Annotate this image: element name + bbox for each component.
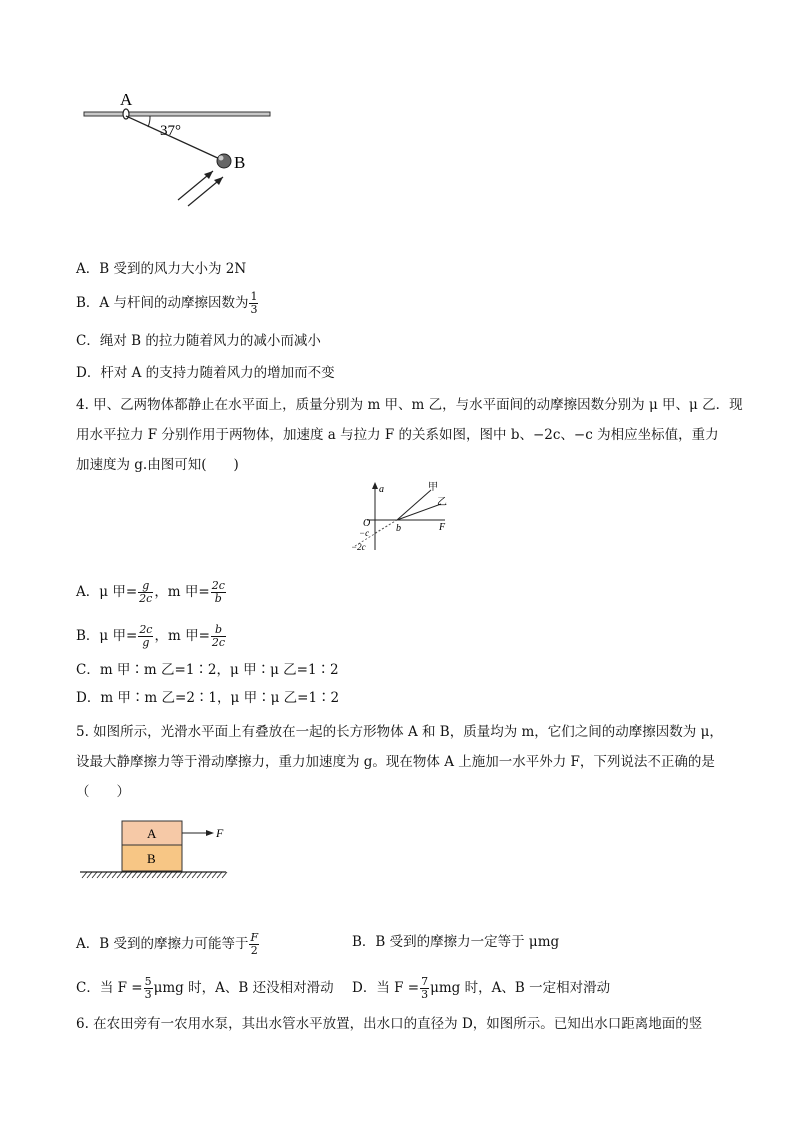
fig1-label-b: B [234,153,246,172]
q4-stem-line3: 加速度为 g.由图可知( ) [76,457,239,473]
graph-y-label: a [379,484,384,495]
block-b-label: B [147,851,156,866]
force-label: F [216,826,224,840]
block-a-label: A [147,826,157,841]
graph-origin: O [363,518,371,529]
q3-option-d: D．杆对 A 的支持力随着风力的增加而不变 [76,365,335,381]
graph-jia: 甲 [428,482,438,493]
q4-stem-line1: 4. 甲、乙两物体都静止在水平面上，质量分别为 m 甲、m 乙，与水平面间的动摩擦因数分别为 μ 甲、μ 乙．现 [76,397,743,413]
graph-x-label: F [439,522,446,533]
q3-option-a: A．B 受到的风力大小为 2N [76,261,247,277]
q5-stem-line2: 设最大静摩擦力等于滑动摩擦力，重力加速度为 g。现在物体 A 上施加一水平外力 F，下列说法不正确的是 [76,754,715,770]
fraction: $\frac{7}{3}$ [421,975,429,1001]
q6-stem-line1: 6. 在农田旁有一农用水泵，其出水管水平放置，出水口的直径为 D，如图所示。已知出水口距离地面的竖 [76,1016,703,1032]
graph-neg-c: −c [359,528,370,538]
q5-option-d: D．当 F = $\frac{7}{3}$ μmg 时，A、B 一定相对滑动 [352,975,611,1001]
fraction: $\frac{2c}{g}$ [139,623,153,649]
graph-neg-2c: −2c [351,542,366,552]
q3-option-c: C．绳对 B 的拉力随着风力的减小而减小 [76,333,321,349]
q5-stem-line1: 5. 如图所示，光滑水平面上有叠放在一起的长方形物体 A 和 B，质量均为 m，它们之间的动摩擦因数为 μ， [76,724,723,740]
fraction: $\frac{g}{2c}$ [139,579,153,605]
fraction: $\frac{5}{3}$ [144,975,152,1001]
q5-option-a: A．B 受到的摩擦力可能等于 $\frac{F}{2}$ [76,931,259,957]
fraction: $\frac{2c}{b}$ [211,579,225,605]
q5-stem-line3: （ ） [76,784,130,800]
q4-option-b: B．μ 甲= $\frac{2c}{g}$ ，m 甲= $\frac{b}{2c}$ [76,623,226,649]
q5-option-b: B．B 受到的摩擦力一定等于 μmg [352,934,560,950]
q5-option-c: C．当 F = $\frac{5}{3}$ μmg 时，A、B 还没相对滑动 [76,975,334,1001]
q4-option-a: A．μ 甲= $\frac{g}{2c}$ ，m 甲= $\frac{2c}{b}$ [76,579,225,605]
figure-rod-ball [70,85,290,215]
q3-option-b: B．A 与杆间的动摩擦因数为 $\frac{1}{3}$ [76,290,258,316]
fraction: $\frac{F}{2}$ [250,931,259,957]
fraction: $\frac{1}{3}$ [250,290,258,316]
q4-option-c: C．m 甲∶m 乙=1∶2，μ 甲∶μ 乙=1∶2 [76,662,339,678]
figure-a-f-graph [345,478,455,558]
figure-stacked-blocks [76,815,246,887]
graph-yi: 乙 [437,497,447,508]
q4-option-d: D．m 甲∶m 乙=2∶1，μ 甲∶μ 乙=1∶2 [76,690,340,706]
fig1-label-a: A [120,90,133,109]
graph-b-label: b [396,523,401,534]
fraction: $\frac{b}{2c}$ [211,623,226,649]
q4-stem-line2: 用水平拉力 F 分别作用于两物体，加速度 a 与拉力 F 的关系如图，图中 b、−2c、−c 为相应坐标值，重力 [76,427,719,443]
fig1-angle: 37° [160,123,181,139]
